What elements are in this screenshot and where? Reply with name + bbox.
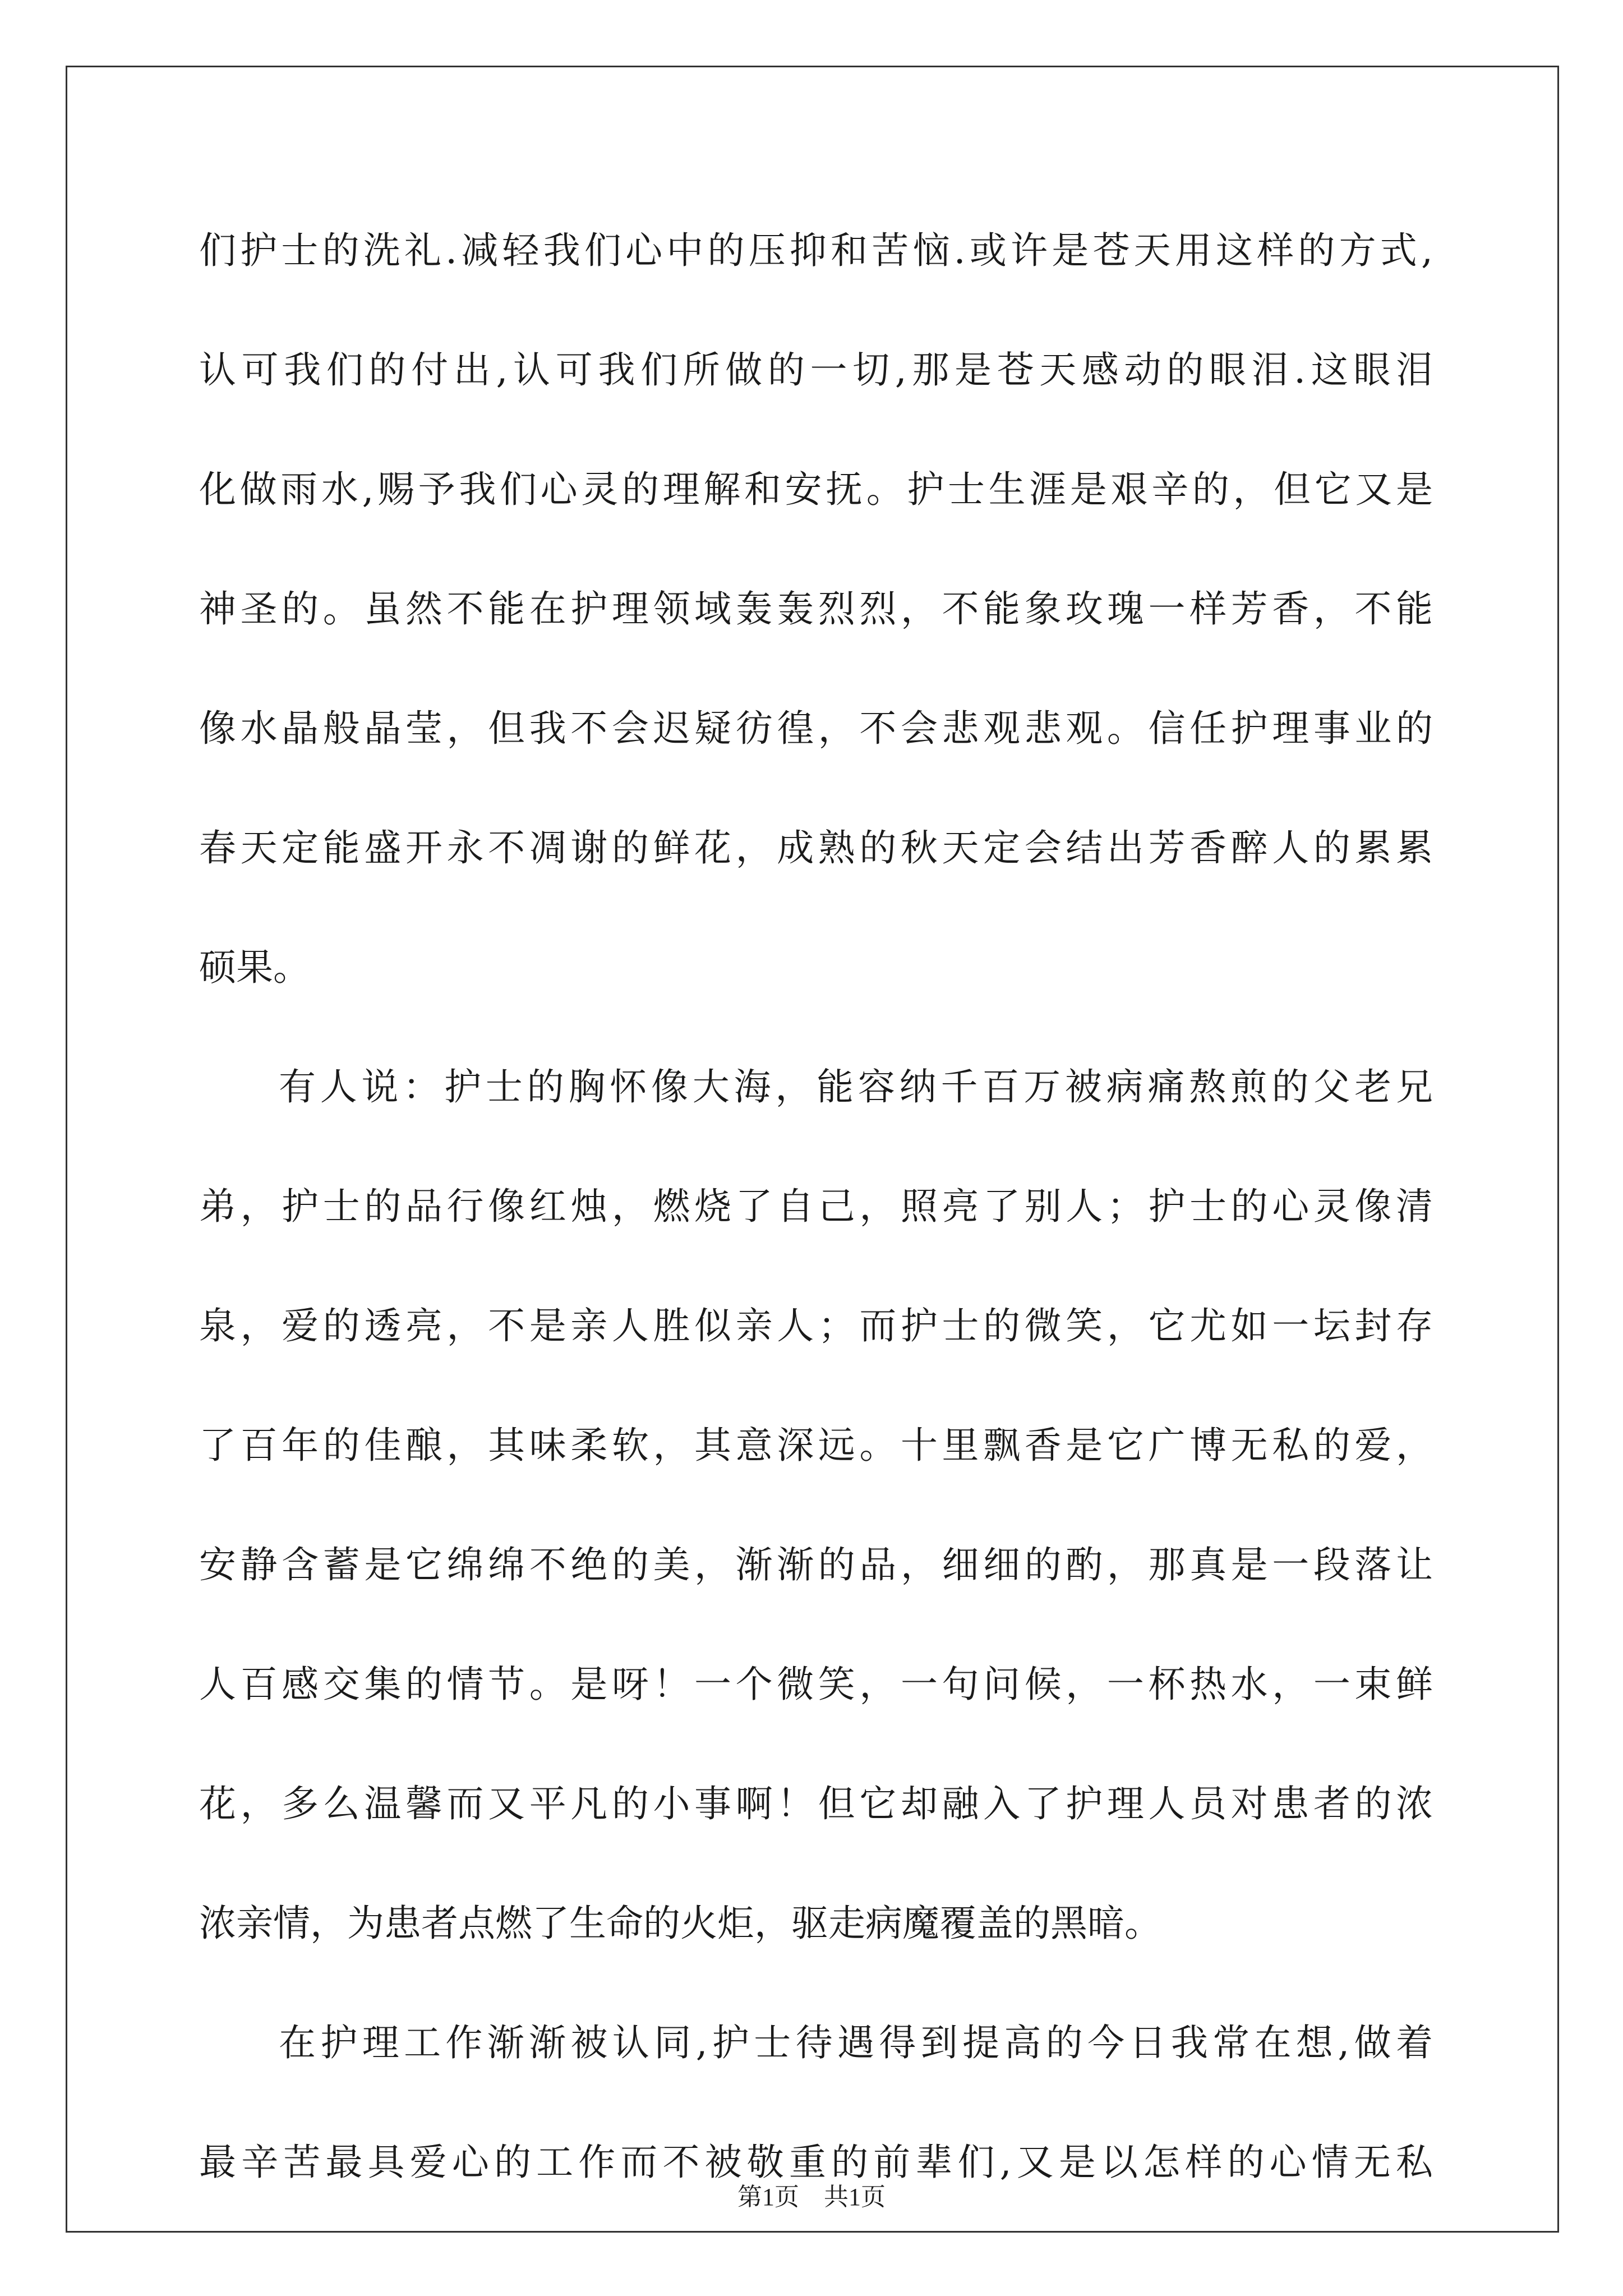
text-line: 春天定能盛开永不凋谢的鲜花，成熟的秋天定会结出芳香醉人的累累	[199, 826, 1433, 869]
paragraph-first-line: 有人说：护士的胸怀像大海，能容纳千百万被病痛熬煎的父老兄	[279, 1065, 1433, 1108]
text-line: 花，多么温馨而又平凡的小事啊！但它却融入了护理人员对患者的浓	[199, 1782, 1433, 1825]
page-number: 第1页	[737, 2183, 799, 2211]
text-line: 浓亲情，为患者点燃了生命的火炬，驱走病魔覆盖的黑暗。	[199, 1902, 1161, 1945]
text-line: 硕果。	[199, 946, 310, 989]
text-line: 化做雨水,赐予我们心灵的理解和安抚。护士生涯是艰辛的，但它又是	[199, 468, 1433, 511]
text-line: 们护士的洗礼.减轻我们心中的压抑和苦恼.或许是苍天用这样的方式,	[199, 229, 1433, 272]
paragraph-first-line: 在护理工作渐渐被认同,护士待遇得到提高的今日我常在想,做着	[279, 2021, 1433, 2064]
text-line: 人百感交集的情节。是呀！一个微笑，一句问候，一杯热水，一束鲜	[199, 1663, 1433, 1706]
text-line: 安静含蓄是它绵绵不绝的美，渐渐的品，细细的酌，那真是一段落让	[199, 1543, 1433, 1586]
text-line: 了百年的佳酿，其味柔软，其意深远。十里飘香是它广博无私的爱，	[199, 1424, 1433, 1467]
text-line: 最辛苦最具爱心的工作而不被敬重的前辈们,又是以怎样的心情无私	[199, 2141, 1433, 2184]
page-footer	[0, 2177, 1623, 2212]
text-line: 泉，爱的透亮，不是亲人胜似亲人；而护士的微笑，它尤如一坛封存	[199, 1304, 1433, 1347]
document-body	[199, 191, 1433, 2222]
page-total: 共1页	[824, 2183, 886, 2211]
text-line: 神圣的。虽然不能在护理领域轰轰烈烈，不能象玫瑰一样芳香，不能	[199, 587, 1433, 631]
text-line: 像水晶般晶莹，但我不会迟疑彷徨，不会悲观悲观。信任护理事业的	[199, 707, 1433, 750]
text-line: 弟，护士的品行像红烛，燃烧了自己，照亮了别人；护士的心灵像清	[199, 1185, 1433, 1228]
text-line: 认可我们的付出,认可我们所做的一切,那是苍天感动的眼泪.这眼泪	[199, 348, 1433, 392]
